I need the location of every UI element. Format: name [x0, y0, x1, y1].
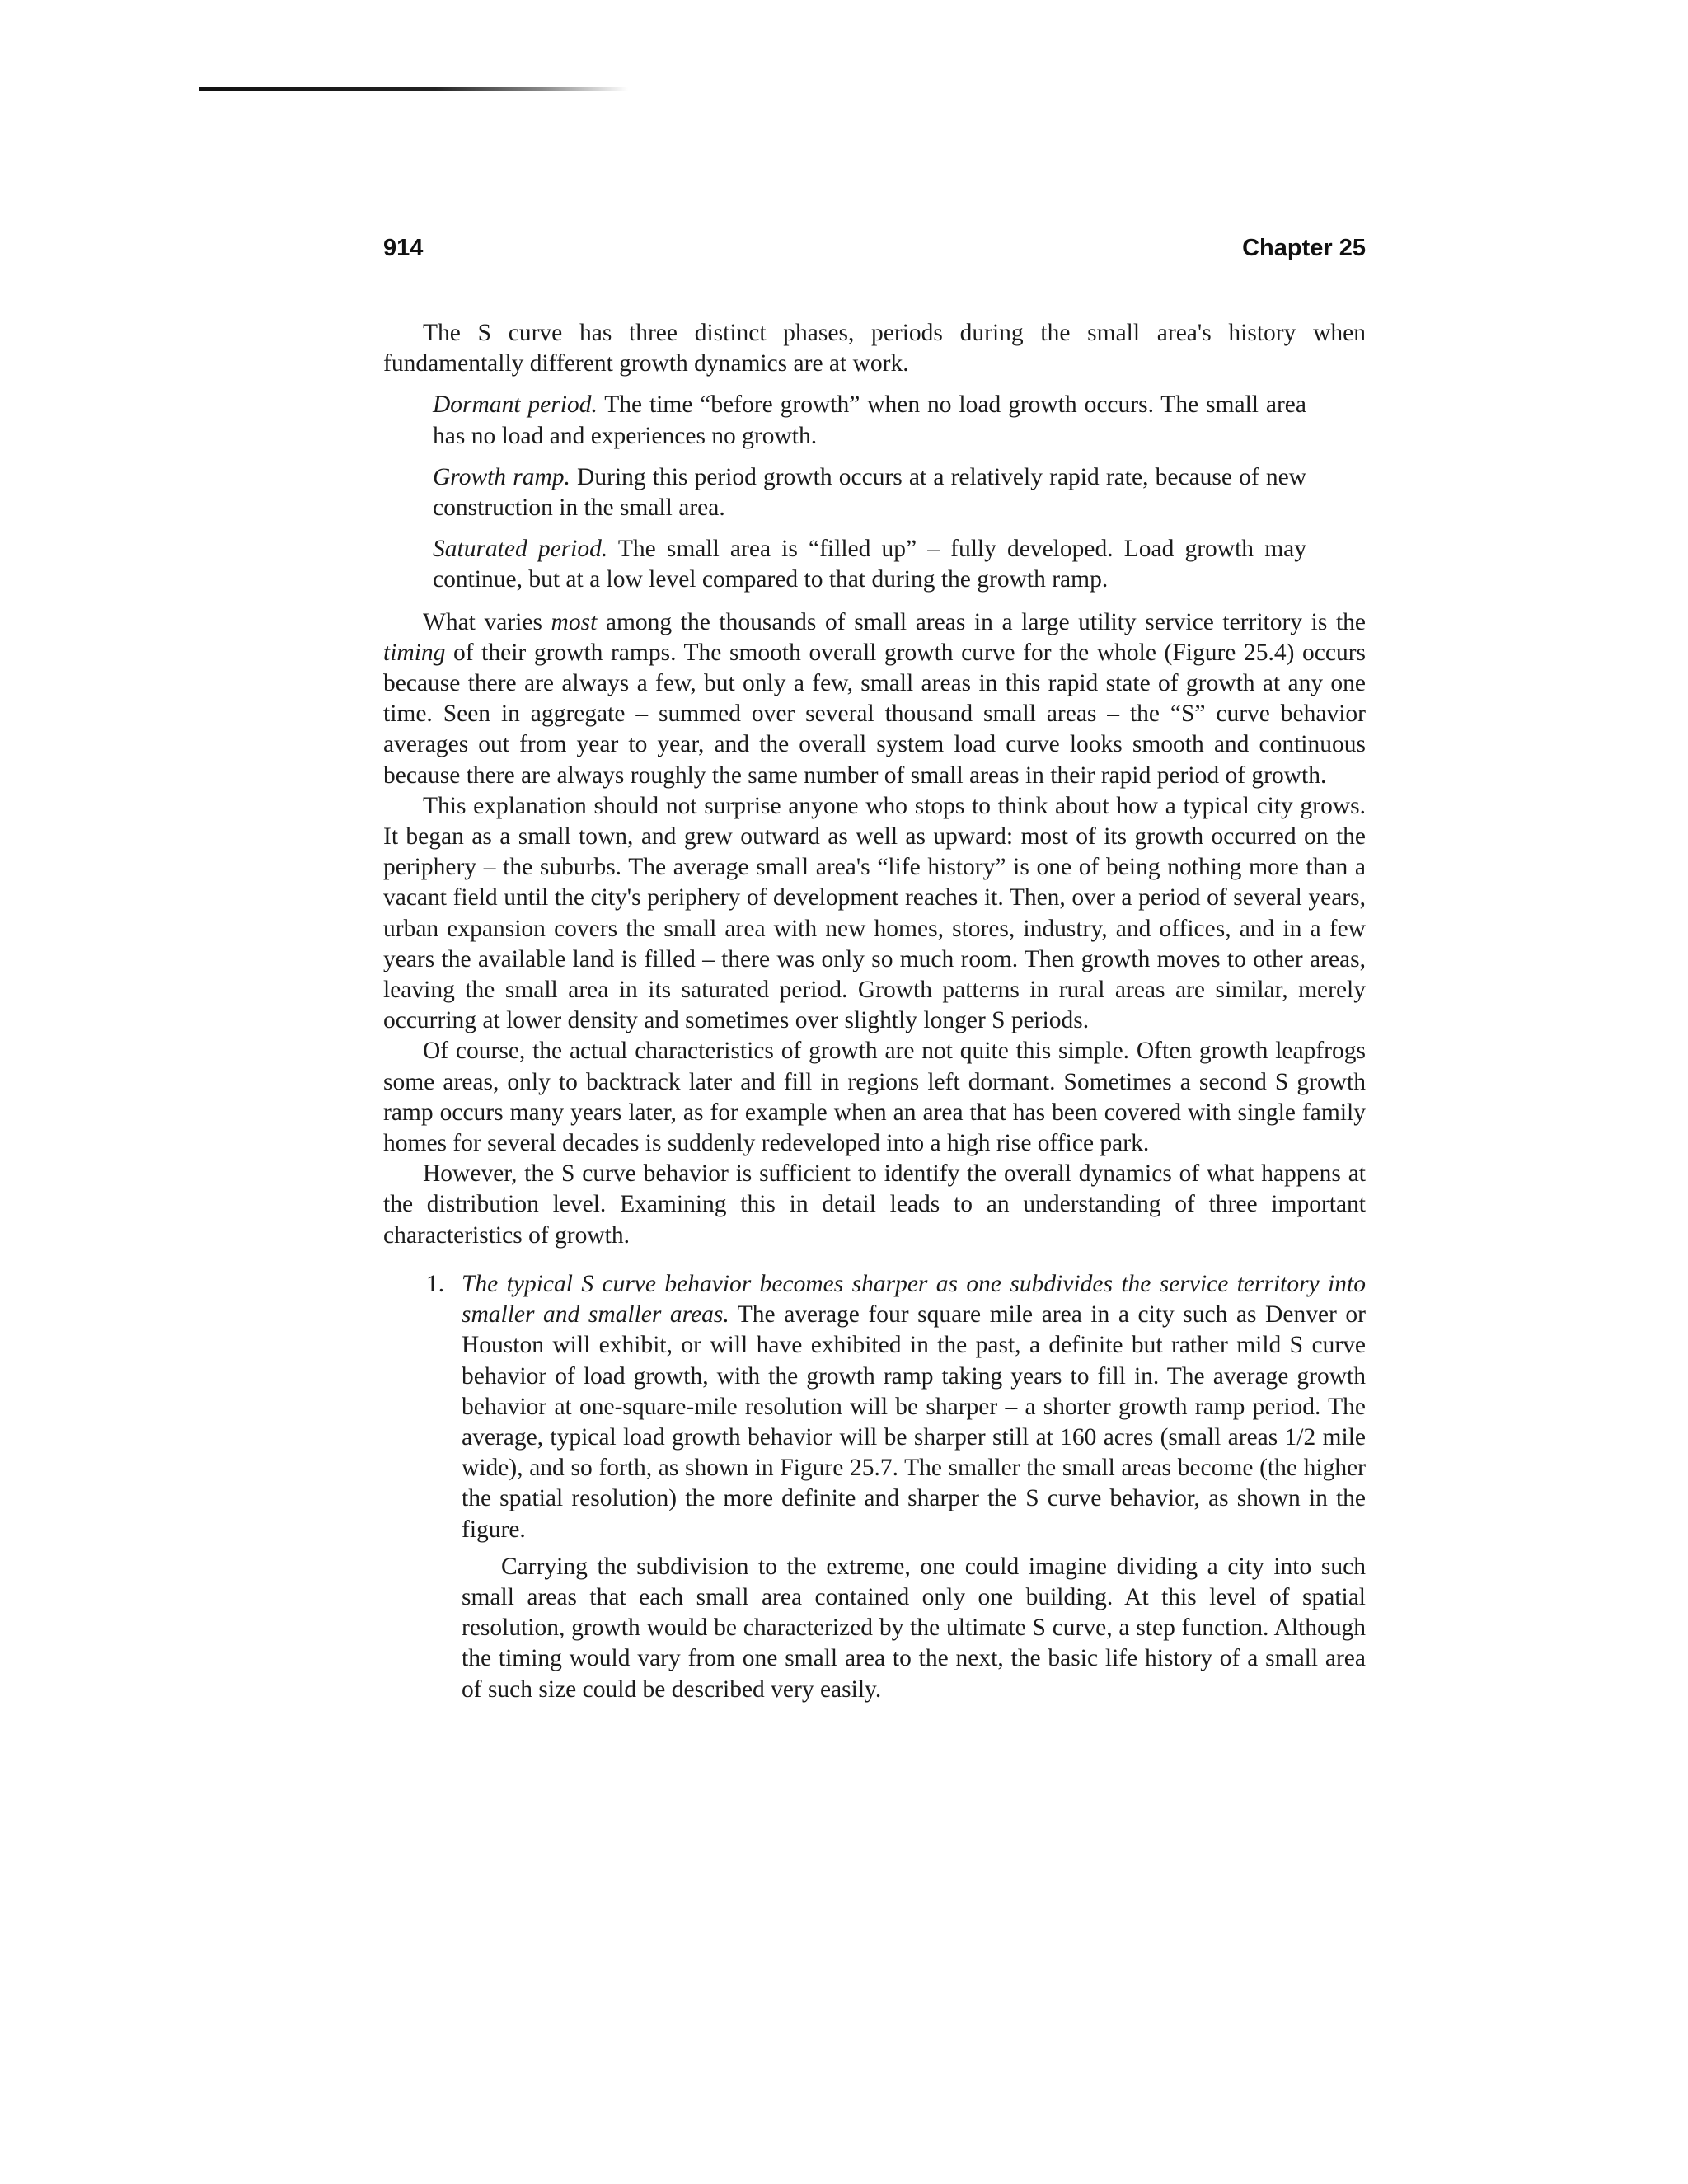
text-run: among the thousands of small areas in a large utility service territory is the: [597, 608, 1366, 635]
list-item-lead: The typical S curve behavior becomes sharper as one subdivides the service territory into smaller and smaller areas.: [462, 1270, 1366, 1329]
page-number: 914: [383, 235, 424, 261]
phase-text: During this period growth occurs at a relatively rapid rate, because of new construction in the small area.: [433, 463, 1306, 522]
paragraph-of-course: Of course, the actual characteristics of growth are not quite this simple. Often growth leapfrogs some areas, only to backtrack later and fill in regions left dormant. Sometimes a second S growth ramp occurs many years later, as for example when an area that has been covered with single family homes for several decades is suddenly redeveloped into a high rise office park.: [383, 1038, 1366, 1157]
paragraph-what-varies: [383, 607, 1366, 791]
paragraph-explanation: This explanation should not surprise anyone who stops to think about how a typical city grows. It began as a small town, and grew outward as well as upward: most of its growth occurred on the periphery – the suburbs. The average small area's “life history” is one of being nothing more than a vacant field until the city's periphery of development reaches it. Then, over a period of several years, urban expansion covers the small area with new homes, stores, industry, and offices, and in a few years the available land is filled – there was only so much room. Then growth moves to other areas, leaving the small area in its saturated period. Growth patterns in rural areas are similar, merely occurring at lower density and sometimes over slightly longer S periods.: [383, 792, 1366, 1034]
phase-dormant: [433, 390, 1306, 451]
page-body: [383, 318, 1366, 1705]
characteristics-list: [383, 1269, 1366, 1705]
list-number: 1.: [426, 1270, 445, 1297]
emphasis-most: most: [551, 608, 598, 635]
paragraph-however: However, the S curve behavior is sufficient to identify the overall dynamics of what happens at the distribution level. Examining this in detail leads to an understanding of three important characteristics of growth.: [383, 1160, 1366, 1249]
chapter-title: Chapter 25: [1242, 235, 1366, 261]
phase-term: Saturated period.: [433, 536, 608, 563]
list-item: [383, 1269, 1366, 1705]
phase-text: The time “before growth” when no load growth occurs. The small area has no load and experiences no growth.: [433, 391, 1306, 449]
intro-paragraph: The S curve has three distinct phases, periods during the small area's history when fundamentally different growth dynamics are at work.: [383, 320, 1366, 377]
text-run: What varies: [423, 608, 551, 635]
page-header: [383, 235, 1366, 268]
emphasis-timing: timing: [383, 639, 446, 666]
text-run: of their growth ramps. The smooth overall growth curve for the whole (Figure 25.4) occurs because there are always a few, but only a few, small areas in this rapid state of growth at any one time. Seen in aggregate – summed over several thousand small areas – the “S” curve behavior averages out from year to year, and the overall system load curve looks smooth and continuous because there are always roughly the same number of small areas in their rapid period of growth.: [383, 639, 1366, 789]
list-item-text: [462, 1269, 1366, 1545]
phase-saturated: [433, 534, 1306, 595]
list-item-body: The average four square mile area in a city such as Denver or Houston will exhibit, or will have exhibited in the past, a definite but rather mild S curve behavior of load growth, with the growth ramp taking years to fill in. The average growth behavior at one-square-mile resolution will be sharper – a shorter growth ramp period. The average, typical load growth behavior will be sharper still at 160 acres (small areas 1/2 mile wide), and so forth, as shown in Figure 25.7. The smaller the small areas become (the higher the spatial resolution) the more definite and sharper the S curve behavior, as shown in the figure.: [462, 1301, 1367, 1543]
phase-text: The small area is “filled up” – fully developed. Load growth may continue, but at a low level compared to that during the growth ramp.: [433, 536, 1306, 593]
phase-term: Growth ramp.: [433, 463, 570, 490]
phase-term: Dormant period.: [433, 391, 598, 419]
list-item-subparagraph: Carrying the subdivision to the extreme, one could imagine dividing a city into such small areas that each small area contained only one building. At this level of spatial resolution, growth would be characterized by the ultimate S curve, a step function. Although the timing would vary from one small area to the next, the basic life history of a small area of such size could be described very easily.: [462, 1553, 1366, 1703]
phase-growth-ramp: [433, 462, 1306, 523]
top-rule: [199, 87, 628, 91]
